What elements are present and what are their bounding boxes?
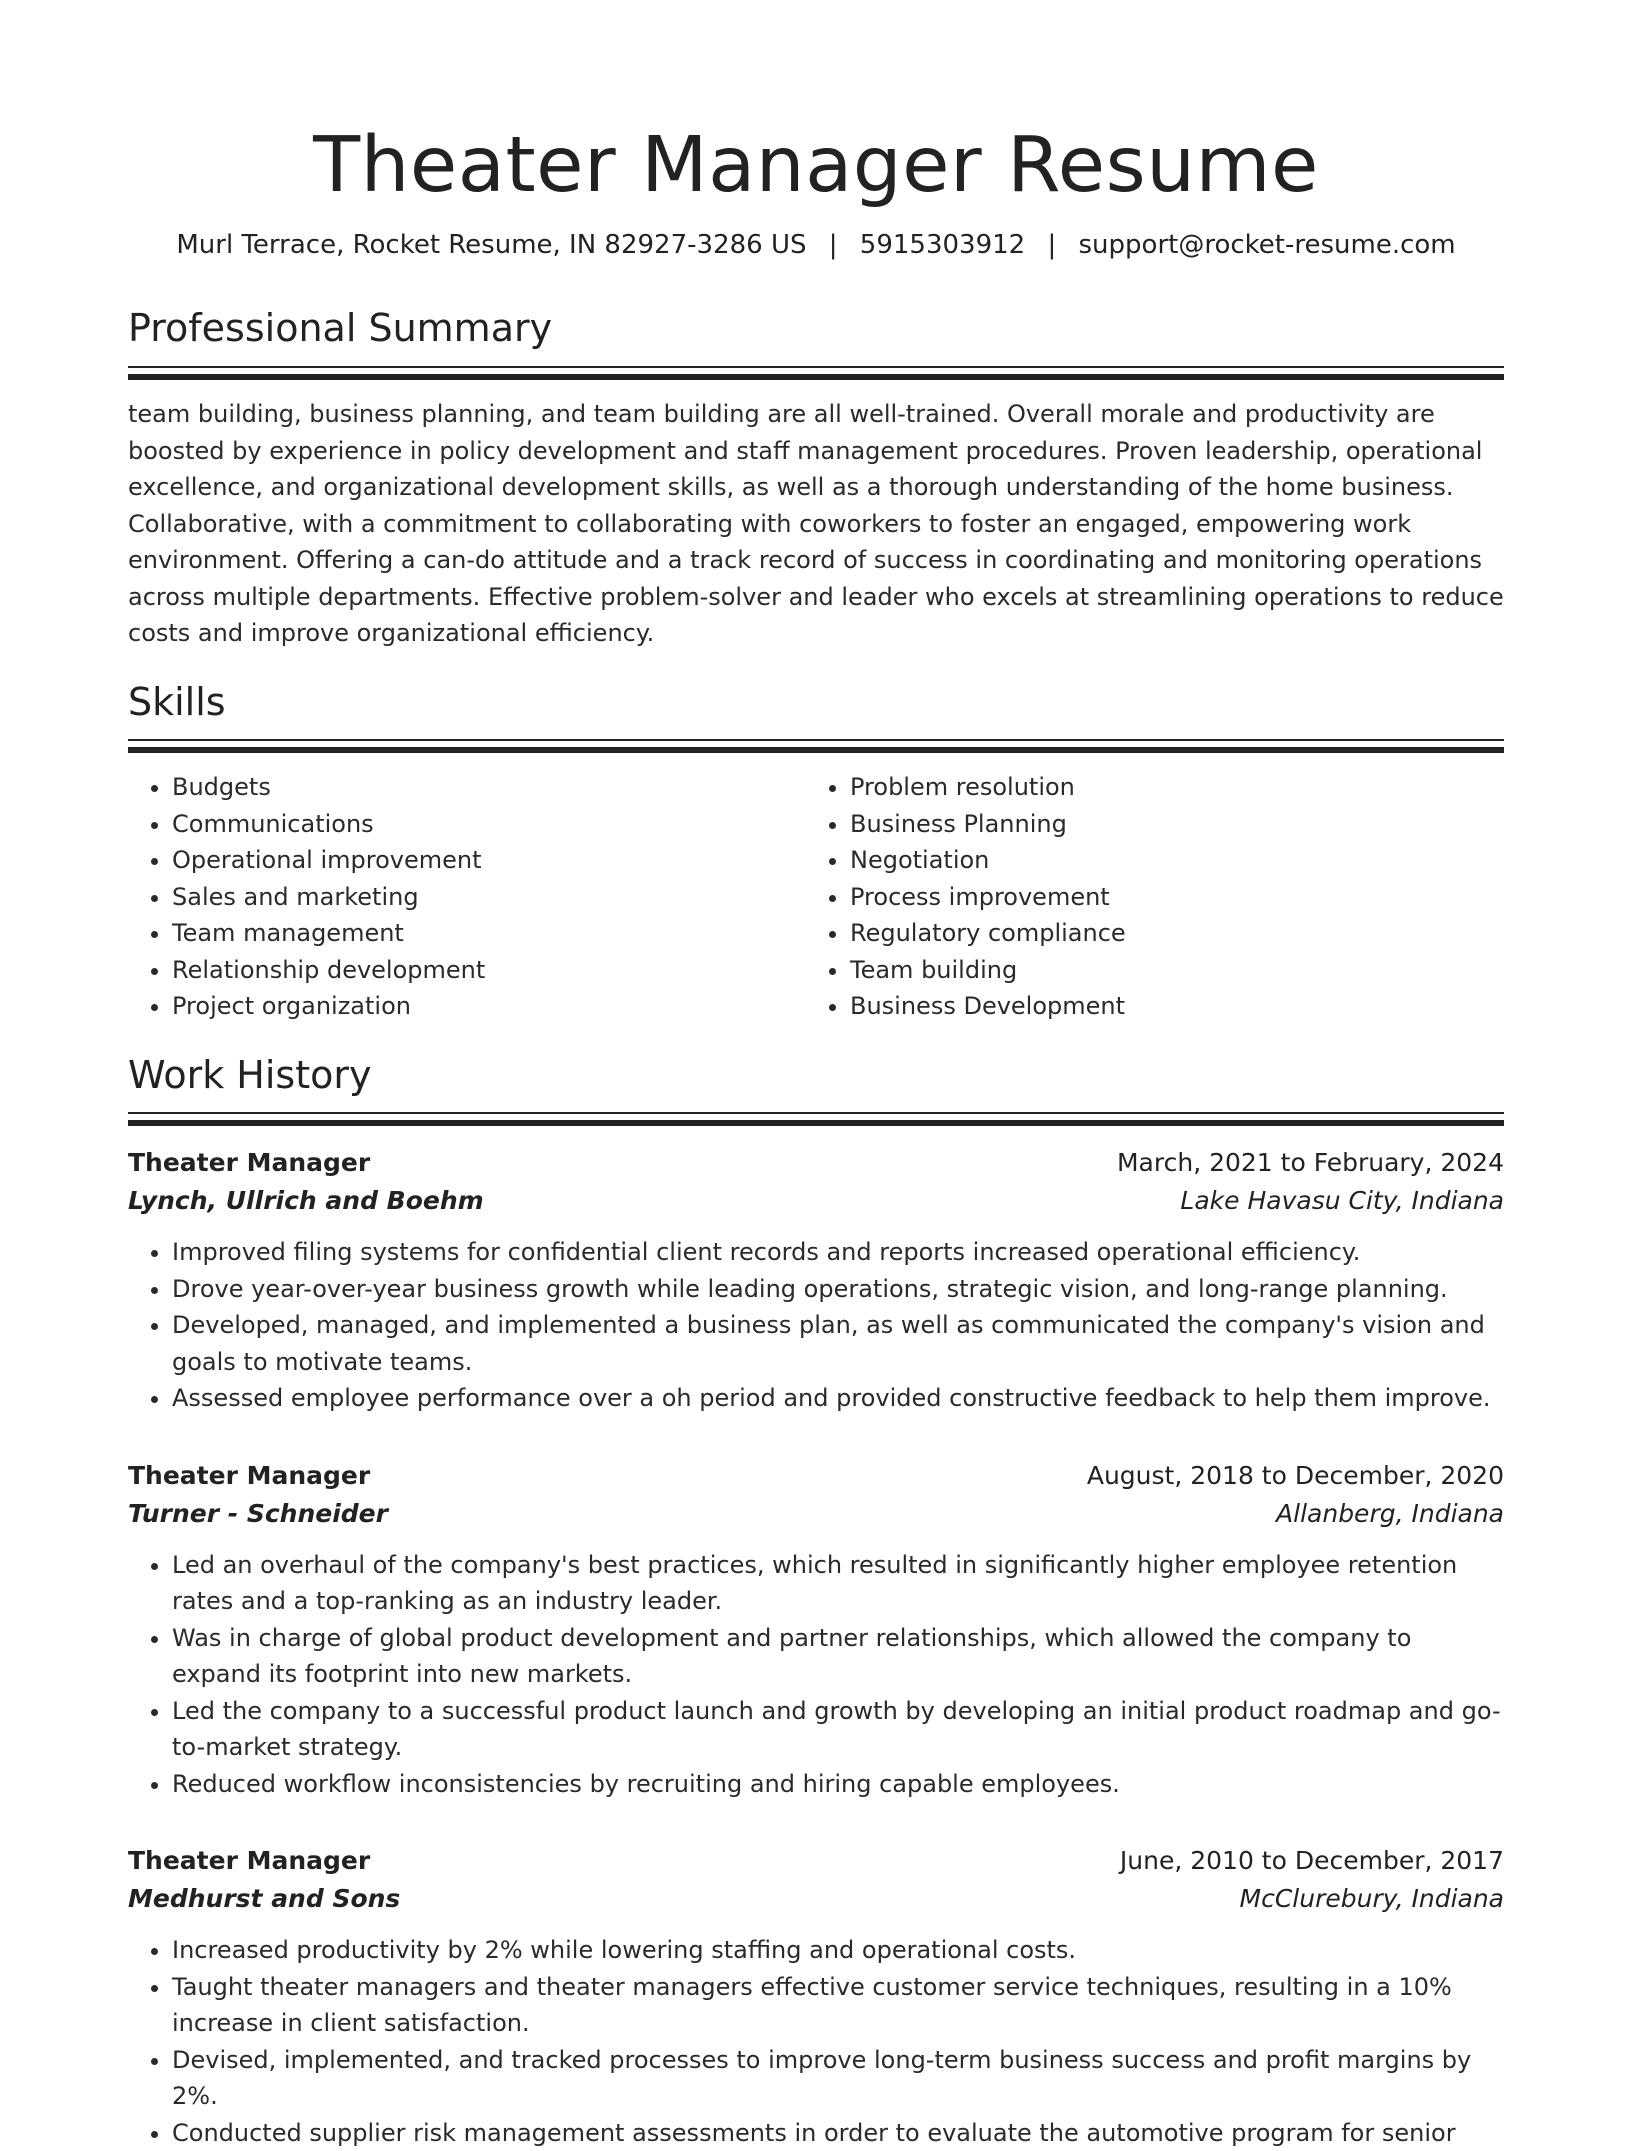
- work-history-section: [128, 1053, 1504, 2151]
- job-bullet: • Reduced workflow inconsistencies by recruiting and hiring capable employees.: [172, 1766, 1504, 1803]
- summary-text: team building, business planning, and team building are all well-trained. Overall morale and productivity are boosted by experience in policy development and staff management procedures. Proven leadership, operational excellence, and organizational development skills, as well as a thorough understanding of the home business. Collaborative, with a commitment to collaborating with coworkers to foster an engaged, empowering work environment. Offering a can-do attitude and a track record of success in coordinating and monitoring operations across multiple departments. Effective problem-solver and leader who excels at streamlining operations to reduce costs and improve organizational efficiency.: [128, 400, 1504, 648]
- contact-email: support@rocket-resume.com: [1078, 229, 1456, 260]
- skills-section: [128, 680, 1504, 1025]
- job-company-row: [128, 1880, 1504, 1918]
- skill-item: • Business Development: [850, 988, 1484, 1025]
- job-location: Lake Havasu City, Indiana: [1180, 1186, 1504, 1216]
- job-title: Theater Manager: [128, 1846, 371, 1876]
- section-divider: [128, 739, 1504, 753]
- contact-line: [128, 229, 1504, 263]
- job-company: Medhurst and Sons: [128, 1884, 401, 1914]
- skill-item: • Problem resolution: [850, 769, 1484, 806]
- job-header-row: [128, 1457, 1504, 1495]
- job-title: Theater Manager: [128, 1460, 371, 1490]
- job-bullet: • Devised, implemented, and tracked processes to improve long-term business success and profit margins by 2%.: [172, 2042, 1504, 2115]
- job-entry: [128, 1144, 1504, 1417]
- section-heading: Skills: [128, 679, 226, 724]
- job-bullet: • Developed, managed, and implemented a business plan, as well as communicated the company's vision and goals to motivate teams.: [172, 1307, 1504, 1380]
- skill-item: • Business Planning: [850, 806, 1484, 843]
- job-location: McClurebury, Indiana: [1239, 1884, 1504, 1914]
- job-company-row: [128, 1495, 1504, 1533]
- skill-item: • Regulatory compliance: [850, 915, 1484, 952]
- section-heading: Work History: [128, 1052, 372, 1097]
- skill-item: • Team building: [850, 952, 1484, 989]
- job-bullet: • Conducted supplier risk management assessments in order to evaluate the automotive program for senior: [172, 2115, 1504, 2151]
- job-bullets: [128, 1547, 1504, 1803]
- skill-item: • Team management: [172, 915, 806, 952]
- section-divider: [128, 1112, 1504, 1126]
- skills-list-left: [128, 769, 806, 1025]
- job-dates: June, 2010 to December, 2017: [1119, 1846, 1504, 1876]
- skill-item: • Operational improvement: [172, 842, 806, 879]
- job-company: Turner - Schneider: [128, 1498, 388, 1528]
- skill-item: • Relationship development: [172, 952, 806, 989]
- resume-title: Theater Manager Resume: [313, 121, 1319, 210]
- job-bullets: [128, 1932, 1504, 2151]
- job-bullet: • Increased productivity by 2% while lowering staffing and operational costs.: [172, 1932, 1504, 1969]
- job-bullet: • Drove year-over-year business growth while leading operations, strategic vision, and long-range planning.: [172, 1271, 1504, 1308]
- job-title: Theater Manager: [128, 1148, 371, 1178]
- skill-item: • Process improvement: [850, 879, 1484, 916]
- section-heading: Professional Summary: [128, 306, 553, 351]
- job-location: Allanberg, Indiana: [1276, 1498, 1504, 1528]
- job-dates: March, 2021 to February, 2024: [1116, 1148, 1504, 1178]
- job-bullet: • Improved filing systems for confidential client records and reports increased operational efficiency.: [172, 1234, 1504, 1271]
- skill-item: • Budgets: [172, 769, 806, 806]
- professional-summary-section: [128, 306, 1504, 651]
- skill-item: • Communications: [172, 806, 806, 843]
- job-header-row: [128, 1842, 1504, 1880]
- skill-item: • Negotiation: [850, 842, 1484, 879]
- job-bullet: • Taught theater managers and theater managers effective customer service techniques, resulting in a 10% increase in client satisfaction.: [172, 1969, 1504, 2042]
- skill-item: • Sales and marketing: [172, 879, 806, 916]
- job-bullet: • Led the company to a successful product launch and growth by developing an initial product roadmap and go-to-market strategy.: [172, 1693, 1504, 1766]
- job-bullet: • Assessed employee performance over a oh period and provided constructive feedback to help them improve.: [172, 1380, 1504, 1417]
- skills-list-right: [806, 769, 1484, 1025]
- skills-columns: [128, 769, 1504, 1025]
- job-company: Lynch, Ullrich and Boehm: [128, 1186, 484, 1216]
- job-entry: [128, 1842, 1504, 2151]
- job-header-row: [128, 1144, 1504, 1182]
- contact-separator: |: [1047, 229, 1057, 260]
- job-bullet: • Was in charge of global product development and partner relationships, which allowed the company to expand its footprint into new markets.: [172, 1620, 1504, 1693]
- job-bullets: [128, 1234, 1504, 1417]
- contact-phone: 5915303912: [859, 229, 1026, 260]
- contact-separator: |: [828, 229, 838, 260]
- job-company-row: [128, 1182, 1504, 1220]
- skill-item: • Project organization: [172, 988, 806, 1025]
- job-dates: August, 2018 to December, 2020: [1086, 1460, 1504, 1490]
- section-divider: [128, 366, 1504, 380]
- contact-address: Murl Terrace, Rocket Resume, IN 82927-3286 US: [176, 229, 807, 260]
- resume-page: [128, 0, 1504, 2151]
- job-entry: [128, 1457, 1504, 1803]
- job-bullet: • Led an overhaul of the company's best practices, which resulted in significantly higher employee retention rates and a top-ranking as an industry leader.: [172, 1547, 1504, 1620]
